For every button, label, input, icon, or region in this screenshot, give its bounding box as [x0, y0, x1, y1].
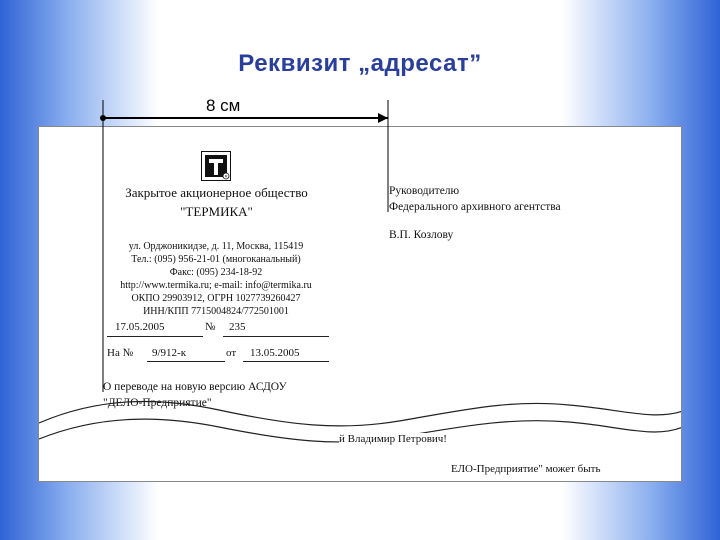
company-name-line2: "ТЕРМИКА" — [180, 204, 253, 219]
company-name-line1: Закрытое акционерное общество — [125, 185, 308, 200]
greeting-fragment: й Владимир Петрович! — [339, 433, 447, 445]
reference-number: 9/912-к — [152, 347, 187, 359]
subject-line2: "ДЕЛО-Предприятие" — [103, 397, 212, 409]
contact-line: ул. Орджоникидзе, д. 11, Москва, 115419 — [128, 241, 304, 252]
slide-title: Реквизит „адресат” — [238, 50, 482, 77]
contact-line: http://www.termika.ru; e-mail: info@termika.ru — [120, 280, 312, 291]
measurement-label: 8 см — [206, 96, 241, 115]
body-text-fragment: ЕЛО-Предприятие" может быть — [451, 463, 601, 475]
contact-line: Факс: (095) 234-18-92 — [169, 267, 263, 278]
subject-line1: О переводе на новую версию АСДОУ — [103, 381, 287, 393]
svg-text:R: R — [224, 173, 228, 179]
reference-date-label: от — [226, 347, 237, 359]
document-date: 17.05.2005 — [115, 321, 165, 333]
reference-date: 13.05.2005 — [250, 347, 300, 359]
reference-label: На № — [107, 347, 134, 359]
letter-document — [38, 126, 682, 482]
number-label: № — [205, 321, 216, 333]
addressee-organization: Федерального архивного агентства — [389, 201, 561, 213]
document-number: 235 — [229, 321, 246, 333]
contact-line: ИНН/КПП 7715004824/772501001 — [143, 306, 289, 317]
addressee-name: В.П. Козлову — [389, 229, 454, 241]
contact-line: Тел.: (095) 956-21-01 (многоканальный) — [131, 254, 301, 265]
addressee-position: Руководителю — [389, 185, 460, 197]
contact-line: ОКПО 29903912, ОГРН 1027739260427 — [131, 293, 301, 304]
